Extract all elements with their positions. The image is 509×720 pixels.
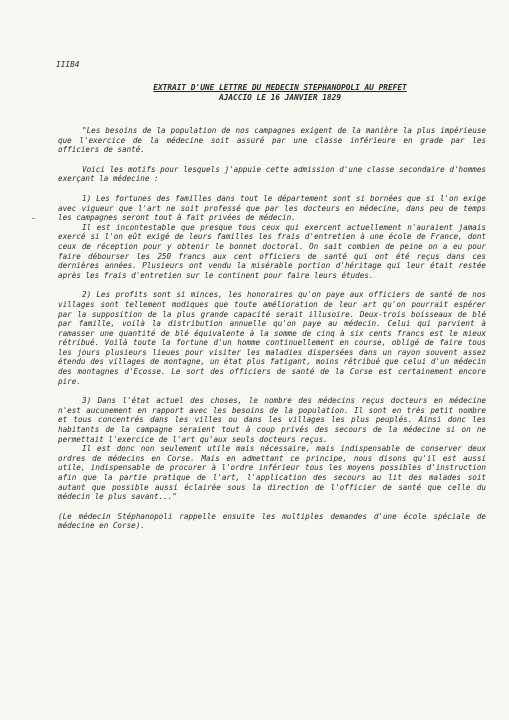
paragraph-point-1: 1) Les fortunes des familles dans tout le département sont si bornées que si l'on exige avec vigueur que l'art ne soit professé que par les docteurs en médecine, dans peu de temps les campagnes seront tout à fait privées de médecin. [58,193,486,223]
letter-body [58,126,486,531]
title-line-1: EXTRAIT D'UNE LETTRE DU MEDECIN STEPHANOPOLI AU PREFET [153,83,407,92]
paragraph-point-1-detail: Il est incontestable que presque tous ceux qui exercent actuellement n'auraient jamais exercé si l'on eût exigé de leurs familles les frais d'entretien à une école de France, dont ceux de réception pour y obtenir le bonnet doctoral. On sait combien de peine on a eu pour faire débourser les 250 francs aux cent officiers de santé qui ont été reçus dans ces dernières années. Plusieurs ont vendu la misérable portion d'héritage qui leur était restée après les frais d'entretien sur le continent pour faire leurs études. [58,222,486,280]
archive-reference: IIIB4 [56,60,80,69]
paragraph-intro: "Les besoins de la population de nos campagnes exigent de la manière la plus impérieuse que l'exercice de la médecine soit assuré par une classe inférieure en grade par les officiers de santé. [58,126,486,155]
paragraph-conclusion: Il est donc non seulement utile mais nécessaire, mais indispensable de conserver deux ordres de médecins en Corse. Mais en admettant ce principe, nous disons qu'il est aussi utile, indispensable de procurer à l'ordre inférieur tous les moyens possibles d'instruction afin que la partie pratique de l'art, l'application des secours au lit des malades soit autant que possible aussi éclairée sous la direction de l'officier de santé que celle du médecin le plus savant..." [58,444,486,502]
paragraph-editor-note: (Le médecin Stéphanopoli rappelle ensuite les multiples demandes d'une école spéciale de médecine en Corse). [58,511,486,531]
title-line-2: AJACCIO LE 16 JANVIER 1829 [218,93,342,102]
paragraph-motifs: Voici les motifs pour lesquels j'appuie cette admission d'une classe secondaire d'hommes exerçant la médecine : [58,164,486,184]
margin-mark: - [30,211,38,225]
document-title [60,83,500,103]
paragraph-point-3: 3) Dans l'état actuel des choses, le nombre des médecins reçus docteurs en médecine n'est aucunement en rapport avec les besoins de la population. Il sont en très petit nombre et tous concentrés dans les villes ou dans les villages les plus peuplés. Ainsi donc les habitants de la campagne seraient tout à coup privés des secours de la médecine si on ne permettait l'exercice de l'art qu'aux seuls docteurs reçus. [58,396,486,444]
paragraph-point-2: 2) Les profits sont si minces, les honoraires qu'on paye aux officiers de santé de nos villages sont tellement modiques que toute amélioration de leur art qu'on pourrait espérer par la supposition de la plus grande capacité serait illusoire. Deux-trois boisseaux de blé par famille, voilà la distribution annuelle qu'on paye au médecin. Celui qui parvient à ramasser une quantité de blé équivalente à la somme de cinq à six cents francs est le mieux rétribué. Voilà toute la fortune d'un homme continuellement en course, obligé de faire tous les jours plusieurs lieues pour visiter les maladies dispersées dans un rayon souvent assez étendu des villages de montagne, un état plus fatigant, moins rétribué que celui d'un médecin des montagnes d'Ecosse. Le sort des officiers de santé de la Corse est certainement encore pire. [58,290,486,386]
